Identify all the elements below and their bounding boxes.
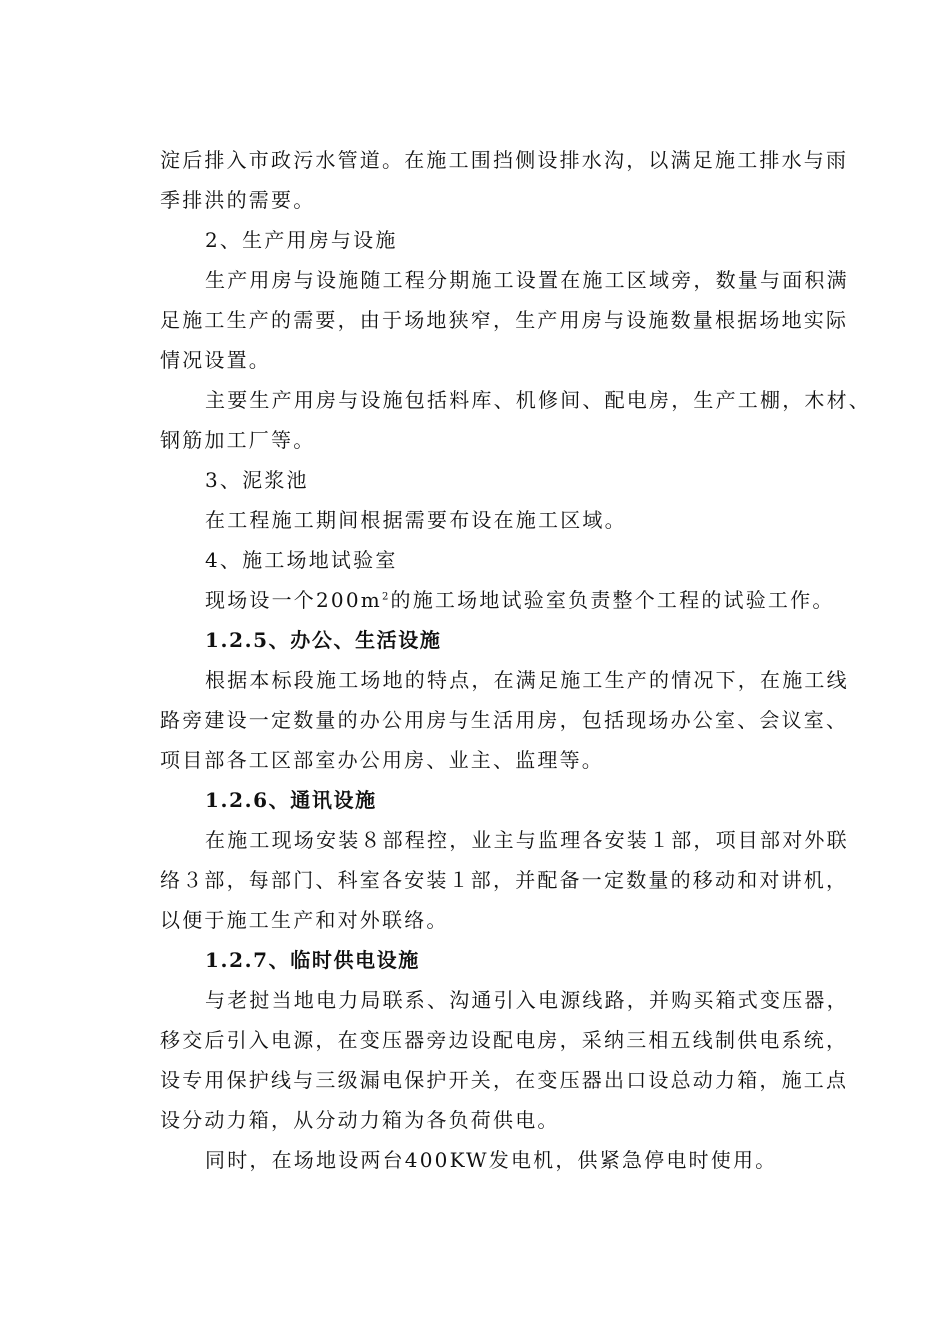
paragraph-line: 钢筋加工厂等。 (160, 428, 316, 452)
paragraph-line: 在工程施工期间根据需要布设在施工区域。 (205, 508, 627, 532)
paragraph-line: 根据本标段施工场地的特点，在满足施工生产的情况下，在施工线 (205, 668, 849, 692)
paragraph-line: 移交后引入电源，在变压器旁边设配电房，采纳三相五线制供电系统， (160, 1028, 849, 1052)
paragraph-line: 足施工生产的需要，由于场地狭窄，生产用房与设施数量根据场地实际 (160, 308, 849, 332)
paragraph-line: 设专用保护线与三级漏电保护开关，在变压器出口设总动力箱，施工点 (160, 1068, 849, 1092)
section-heading-production-rooms: 2、生产用房与设施 (205, 228, 398, 252)
heading-1-2-7: 1.2.7、临时供电设施 (205, 948, 420, 972)
superscript-2: 2 (381, 591, 391, 603)
paragraph-line: 络３部，每部门、科室各安装１部，并配备一定数量的移动和对讲机， (160, 868, 849, 892)
paragraph-line: 与老挝当地电力局联系、沟通引入电源线路，并购买箱式变压器， (205, 988, 849, 1012)
paragraph-line: 生产用房与设施随工程分期施工设置在施工区域旁，数量与面积满 (205, 268, 849, 292)
paragraph-line: 设分动力箱，从分动力箱为各负荷供电。 (160, 1108, 560, 1132)
paragraph-line: 同时，在场地设两台400KW发电机，供紧急停电时使用。 (205, 1148, 778, 1172)
paragraph-line: 主要生产用房与设施包括料库、机修间、配电房，生产工棚，木材、 (205, 388, 871, 412)
heading-1-2-6: 1.2.6、通讯设施 (205, 788, 377, 812)
section-heading-lab: 4、施工场地试验室 (205, 548, 398, 572)
lab-text-before: 现场设一个200m (205, 588, 382, 612)
section-heading-mud-pool: 3、泥浆池 (205, 468, 309, 492)
paragraph-line: 路旁建设一定数量的办公用房与生活用房，包括现场办公室、会议室、 (160, 708, 849, 732)
heading-1-2-5: 1.2.5、办公、生活设施 (205, 628, 442, 652)
lab-text-after: 的施工场地试验室负责整个工程的试验工作。 (390, 588, 835, 612)
paragraph-line-lab (205, 580, 835, 620)
paragraph-line: 季排洪的需要。 (160, 188, 316, 212)
paragraph-line: 项目部各工区部室办公用房、业主、监理等。 (160, 748, 604, 772)
paragraph-line: 淀后排入市政污水管道。在施工围挡侧设排水沟，以满足施工排水与雨 (160, 148, 849, 172)
paragraph-line: 以便于施工生产和对外联络。 (160, 908, 449, 932)
paragraph-line: 情况设置。 (160, 348, 271, 372)
paragraph-line: 在施工现场安装８部程控，业主与监理各安装１部，项目部对外联 (205, 828, 849, 852)
